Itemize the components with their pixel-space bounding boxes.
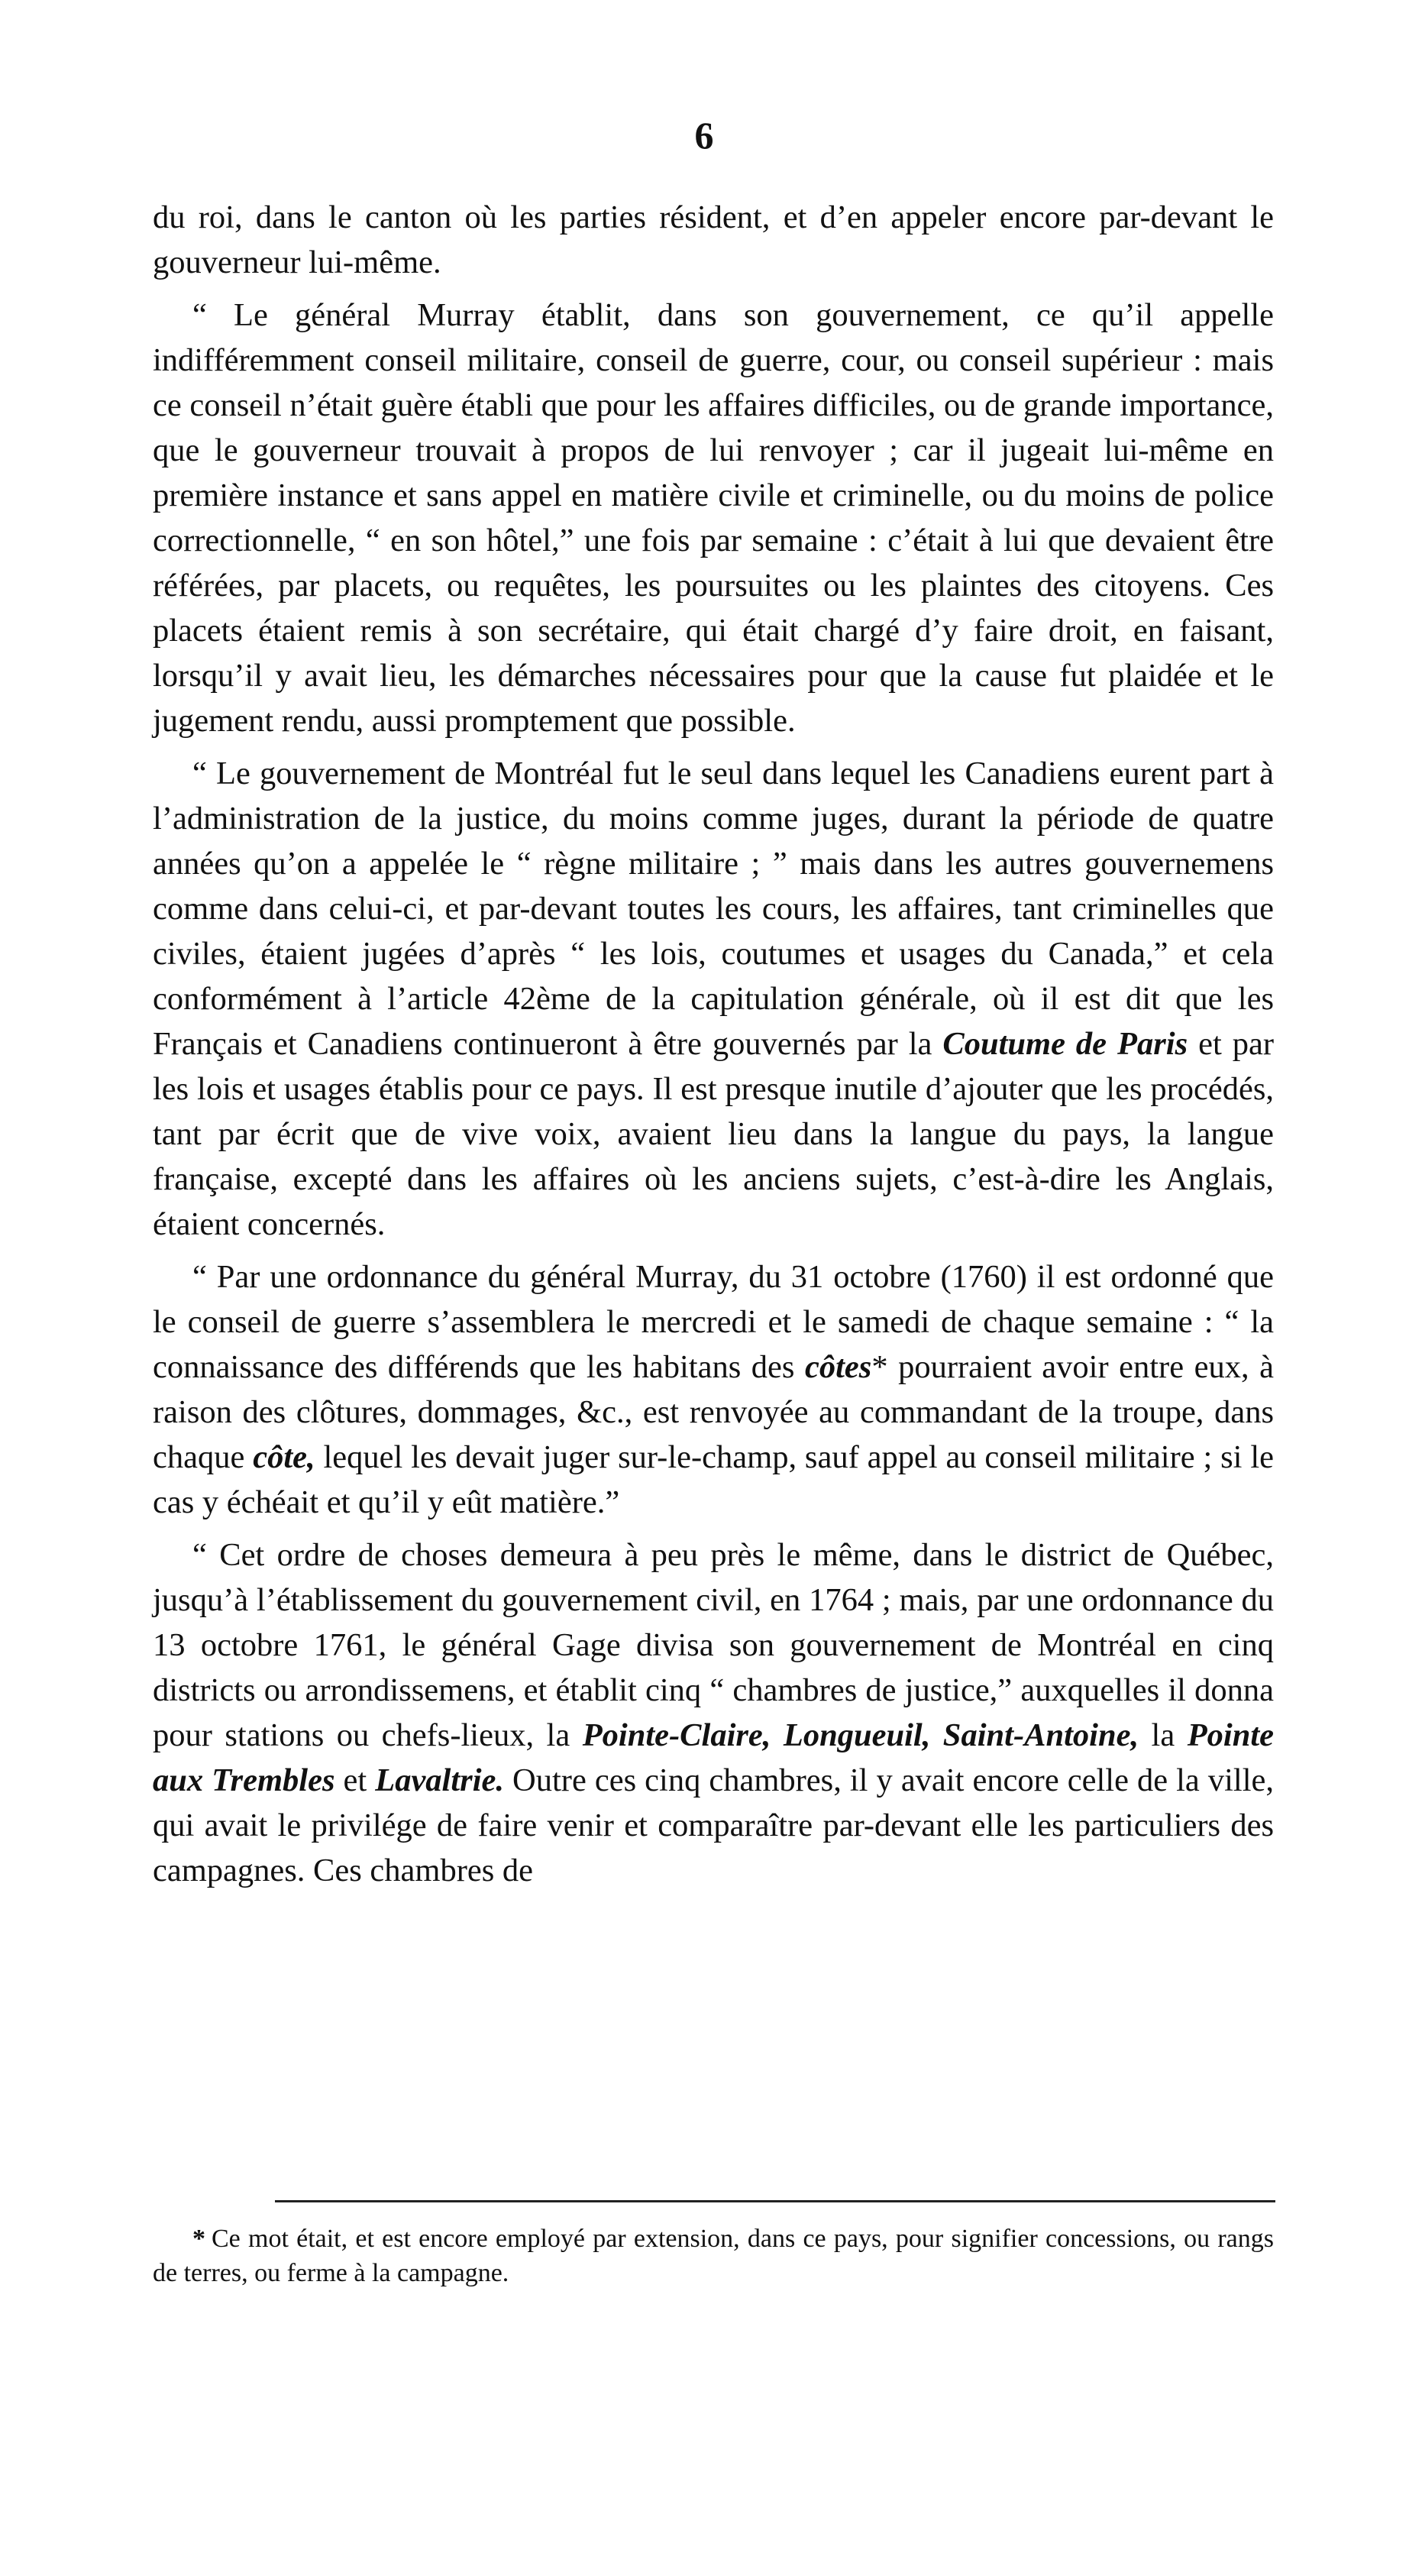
paragraph (153, 1532, 1274, 1893)
italic-text: Pointe aux Trembles (153, 1717, 1275, 1798)
italic-text: côte, (253, 1439, 315, 1475)
body-text (153, 195, 1274, 1901)
paragraph-text: “ Cet ordre de choses demeura à peu près le même, dans le district de Québec, jusqu’à l’établissement du gouvernement civil, en 1764 ; mais, par une ordonnance du 13 octobre 1761, le général Gage divisa son gouvernement de Montréal en cinq districts ou arrondissemens, et établit cinq “ chambres de justice,” auxquelles il donna pour stations ou chefs-lieux, la (153, 1537, 1274, 1753)
paragraph (153, 1254, 1274, 1525)
footnote-text: Ce mot était, et est encore employé par extension, dans ce pays, pour signifier concessions, ou rangs de terres, ou ferme à la campagne. (153, 2225, 1274, 2287)
paragraph-text: “ Le général Murray établit, dans son gouvernement, ce qu’il appelle indifféremment conseil militaire, conseil de guerre, cour, ou conseil supérieur : mais ce conseil n’était guère établi que pour les affaires difficiles, ou de grande importance, que le gouverneur trouvait à propos de lui renvoyer ; car il jugeait lui-même en première instance et sans appel en matière civile et criminelle, ou du moins de police correctionnelle, “ en son hôtel,” une fois par semaine : c’était à lui que devaient être référées, par placets, ou requêtes, les poursuites ou les plaintes des citoyens. Ces placets étaient remis à son secrétaire, qui était chargé d’y faire droit, en faisant, lorsqu’il y avait lieu, les démarches nécessaires pour que la cause fut plaidée et le jugement rendu, aussi promptement que possible. (153, 297, 1274, 739)
paragraph-text: “ Par une ordonnance du général Murray, du 31 octobre (1760) il est ordonné que le conseil de guerre s’assemblera le mercredi et le samedi de chaque semaine : “ la connaissance des différends que les habitans des (153, 1259, 1274, 1385)
footnote (153, 2222, 1274, 2290)
footnote-marker: * (192, 2225, 205, 2253)
paragraph-text: la (1139, 1717, 1188, 1753)
paragraph-text: “ Le gouvernement de Montréal fut le seul dans lequel les Canadiens eurent part à l’administration de la justice, du moins comme juges, durant la période de quatre années qu’on a appelée le “ règne militaire ; ” mais dans les autres gouvernemens comme dans celui-ci, et par-devant toutes les cours, les affaires, tant criminelles que civiles, étaient jugées d’après “ les lois, coutumes et usages du Canada,” et cela conformément à l’article 42ème de la capitulation générale, où il est dit que les Français et Canadiens continueront à être gouvernés par la (153, 756, 1274, 1062)
italic-text: Lavaltrie. (375, 1762, 505, 1798)
paragraph-text: * pourraient avoir entre eux, à raison des clôtures, dommages, &c., est renvoyée au commandant de la troupe, dans chaque (153, 1349, 1275, 1475)
italic-text: Coutume de Paris (942, 1026, 1188, 1062)
paragraph (153, 751, 1274, 1247)
paragraph (153, 293, 1274, 743)
paragraph-text: du roi, dans le canton où les parties résident, et d’en appeler encore par-devant le gouverneur lui-même. (153, 199, 1274, 280)
italic-text: Pointe-Claire, Longueuil, Saint-Antoine, (582, 1717, 1139, 1753)
paragraph (153, 195, 1274, 285)
italic-text: côtes (804, 1349, 872, 1385)
page-number: 6 (694, 114, 715, 157)
paragraph-text: et par les lois et usages établis pour ce pays. Il est presque inutile d’ajouter que les procédés, tant par écrit que de vive voix, avaient lieu dans la langue du pays, la langue française, excepté dans les affaires où les anciens sujets, c’est-à-dire les Anglais, étaient concernés. (153, 1026, 1274, 1242)
paragraph-text: lequel les devait juger sur-le-champ, sauf appel au conseil militaire ; si le cas y échéait et qu’il y eût matière.” (153, 1439, 1275, 1520)
paragraph-text: Outre ces cinq chambres, il y avait encore celle de la ville, qui avait le privilége de faire venir et comparaître par-devant elle les particuliers des campagnes. Ces chambres de (153, 1762, 1274, 1888)
paragraph-text: et (334, 1762, 376, 1798)
footnote-divider (275, 2200, 1275, 2202)
